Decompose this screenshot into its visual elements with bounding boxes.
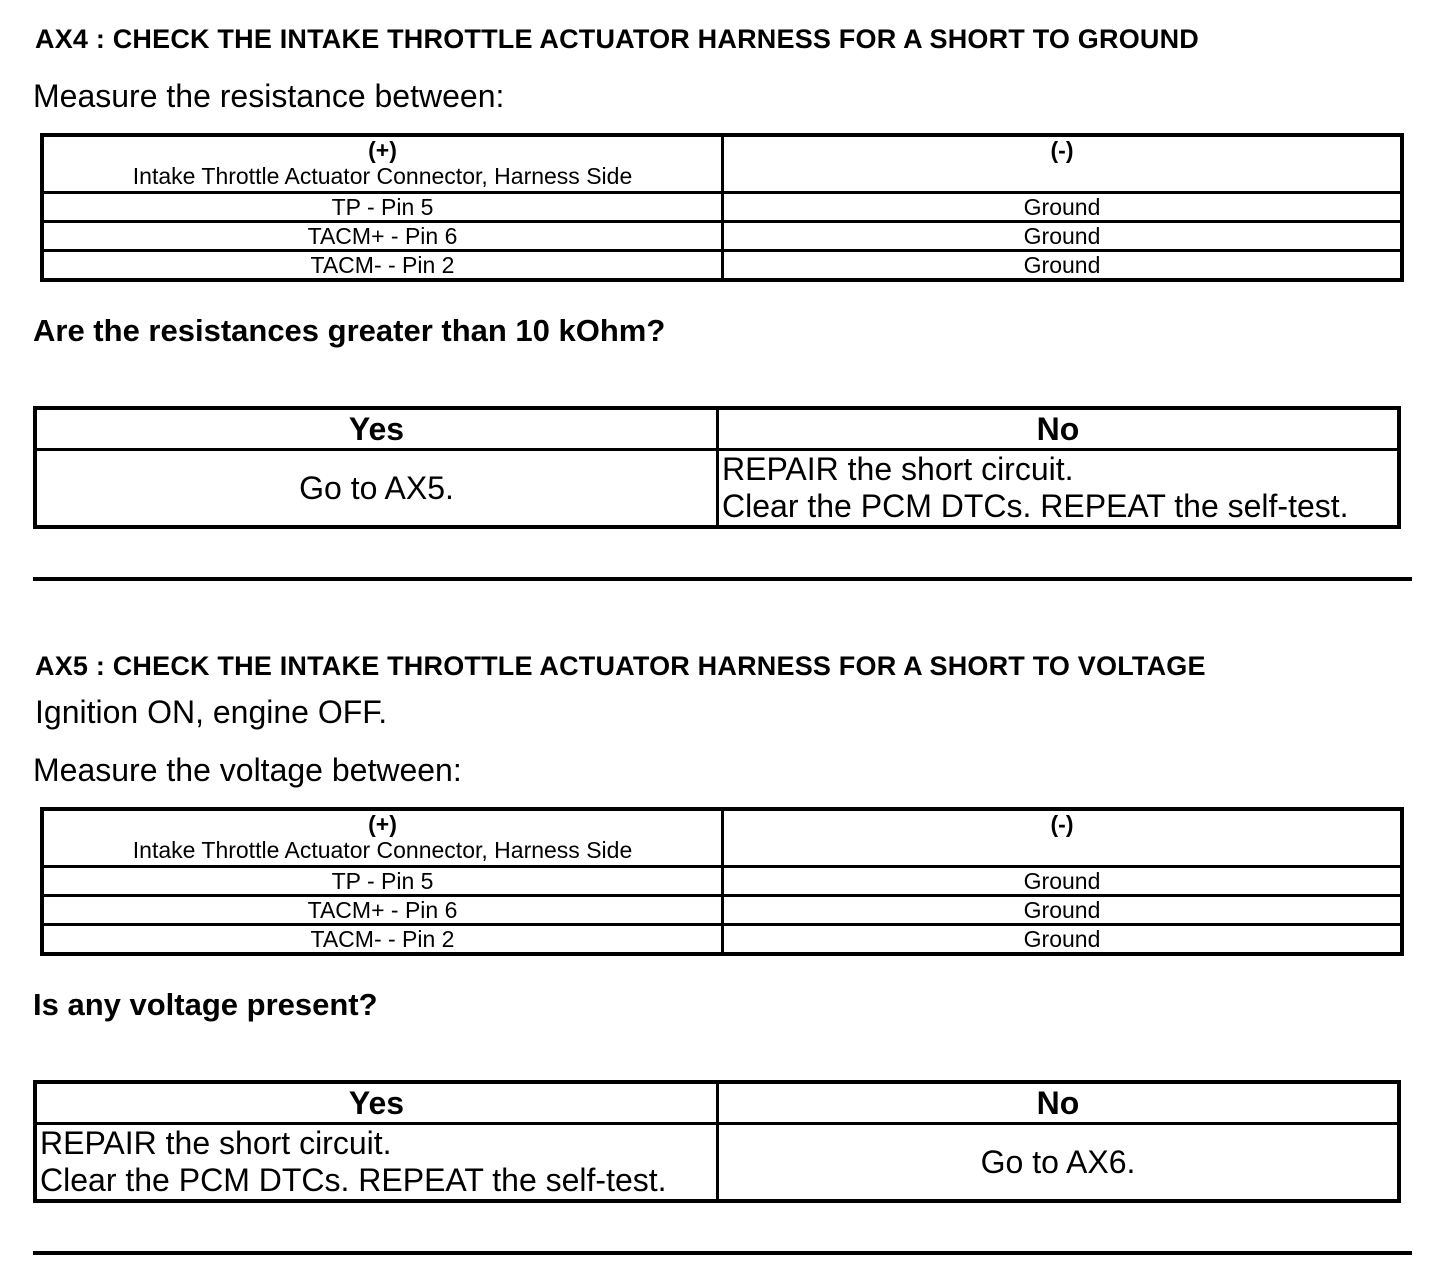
- minus-cell: Ground: [723, 925, 1403, 955]
- plus-sublabel: Intake Throttle Actuator Connector, Harness Side: [132, 837, 633, 863]
- ax5-title: AX5 : CHECK THE INTAKE THROTTLE ACTUATOR HARNESS FOR A SHORT TO VOLTAGE: [35, 651, 1206, 681]
- ax4-decision-table: [33, 406, 1401, 529]
- plus-label: (+): [368, 137, 397, 163]
- no-header: No: [718, 1082, 1400, 1124]
- yes-action-line: Clear the PCM DTCs. REPEAT the self-test.: [40, 1162, 667, 1198]
- minus-label: (-): [1050, 137, 1074, 163]
- table-row: [42, 925, 1402, 955]
- table-row: [42, 867, 1402, 896]
- table-row: [42, 896, 1402, 925]
- table-row: [42, 193, 1402, 222]
- yes-action-line: REPAIR the short circuit.: [40, 1125, 392, 1161]
- ax4-title: AX4 : CHECK THE INTAKE THROTTLE ACTUATOR HARNESS FOR A SHORT TO GROUND: [35, 24, 1200, 54]
- minus-cell: Ground: [723, 222, 1403, 251]
- ax5-instruction: Measure the voltage between:: [33, 752, 462, 788]
- plus-cell: TACM+ - Pin 6: [42, 222, 723, 251]
- ax5-condition: Ignition ON, engine OFF.: [35, 694, 388, 730]
- yes-header: Yes: [35, 1082, 718, 1124]
- ax5-decision-table: [33, 1080, 1401, 1203]
- plus-cell: TACM- - Pin 2: [42, 925, 723, 955]
- plus-column-header: [42, 135, 723, 193]
- ax5-measurement-table: [40, 807, 1404, 956]
- plus-cell: TACM+ - Pin 6: [42, 896, 723, 925]
- no-header: No: [718, 408, 1400, 450]
- plus-cell: TACM- - Pin 2: [42, 251, 723, 281]
- minus-column-header: [723, 135, 1403, 193]
- minus-cell: Ground: [723, 193, 1403, 222]
- section-divider: [33, 1251, 1412, 1255]
- no-action: [718, 450, 1400, 528]
- plus-sublabel: Intake Throttle Actuator Connector, Harness Side: [132, 163, 633, 189]
- minus-label: (-): [1050, 811, 1074, 837]
- no-action-line: Clear the PCM DTCs. REPEAT the self-test.: [722, 488, 1349, 524]
- ax5-question: Is any voltage present?: [33, 987, 378, 1022]
- minus-cell: Ground: [723, 867, 1403, 896]
- section-divider: [33, 577, 1412, 581]
- minus-cell: Ground: [723, 896, 1403, 925]
- minus-column-header: [723, 809, 1403, 867]
- minus-cell: Ground: [723, 251, 1403, 281]
- yes-header: Yes: [35, 408, 718, 450]
- plus-column-header: [42, 809, 723, 867]
- no-action-line: REPAIR the short circuit.: [722, 451, 1074, 487]
- no-action: Go to AX6.: [718, 1124, 1400, 1202]
- table-row: [42, 251, 1402, 281]
- yes-action: [35, 1124, 718, 1202]
- plus-cell: TP - Pin 5: [42, 867, 723, 896]
- plus-cell: TP - Pin 5: [42, 193, 723, 222]
- ax4-instruction: Measure the resistance between:: [33, 78, 505, 114]
- ax4-measurement-table: [40, 133, 1404, 282]
- plus-label: (+): [368, 811, 397, 837]
- yes-action: Go to AX5.: [35, 450, 718, 528]
- ax4-question: Are the resistances greater than 10 kOhm?: [33, 313, 666, 348]
- table-row: [42, 222, 1402, 251]
